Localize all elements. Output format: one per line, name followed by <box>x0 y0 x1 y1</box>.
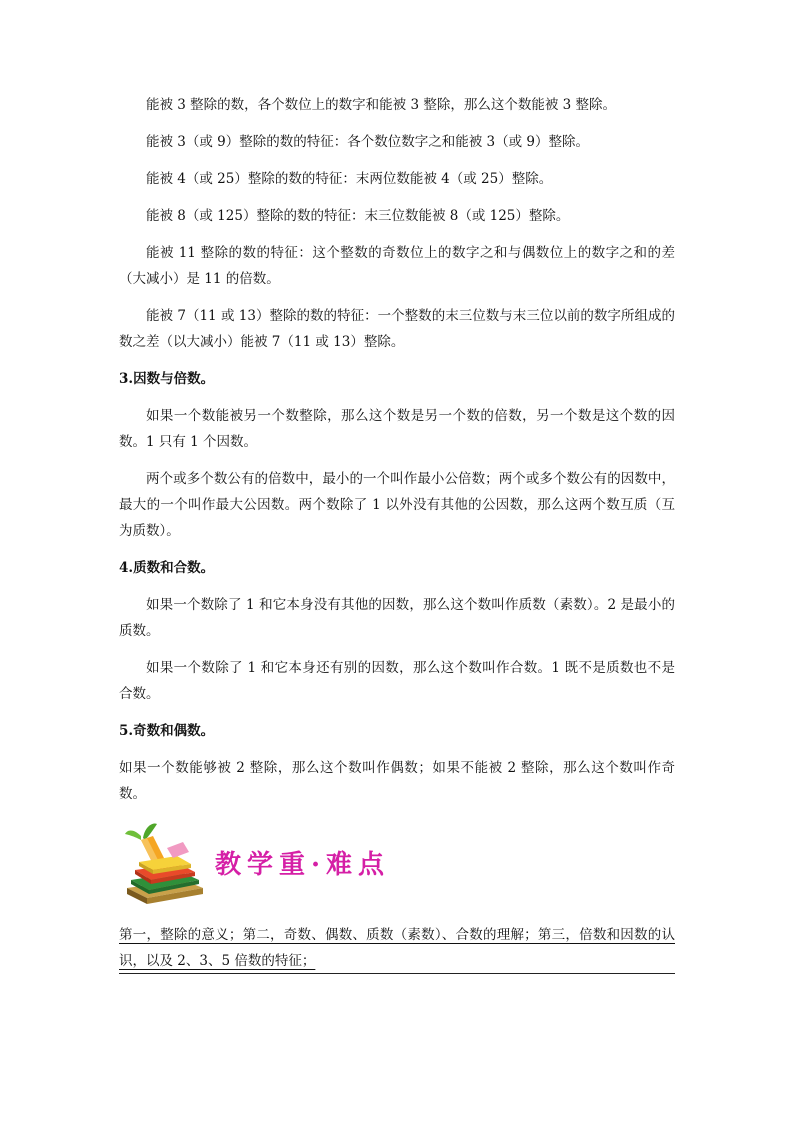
section-heading-factors-multiples: 3.因数与倍数。 <box>119 371 215 387</box>
divisibility-by-7-11-13-rule: 能被 7（11 或 13）整除的数的特征：一个整数的末三位数与末三位以前的数字所组成的数之差（以大减小）能被 7（11 或 13）整除。 <box>119 308 675 350</box>
books-pencil-icon <box>119 818 211 910</box>
factors-multiples-definition: 如果一个数能被另一个数整除，那么这个数是另一个数的倍数，另一个数是这个数的因数。1 只有 1 个因数。 <box>119 408 675 450</box>
divisibility-by-3-or-9-rule: 能被 3（或 9）整除的数的特征：各个数位数字之和能被 3（或 9）整除。 <box>146 134 590 150</box>
divisibility-by-11-rule: 能被 11 整除的数的特征：这个整数的奇数位上的数字之和与偶数位上的数字之和的差（大减小）是 11 的倍数。 <box>119 245 675 287</box>
banner-title: 教学重·难点 <box>215 850 391 880</box>
document-content <box>119 92 675 974</box>
section-heading-prime-composite: 4.质数和合数。 <box>119 560 215 576</box>
key-points-text: 第一，整除的意义；第二，奇数、偶数、质数（素数）、合数的理解；第三，倍数和因数的认识，以及 2、3、5 倍数的特征； <box>119 927 675 969</box>
prime-definition: 如果一个数除了 1 和它本身没有其他的因数，那么这个数叫作质数（素数）。2 是最小的质数。 <box>119 597 675 639</box>
composite-definition: 如果一个数除了 1 和它本身还有别的因数，那么这个数叫作合数。1 既不是质数也不是合数。 <box>119 660 675 702</box>
divisibility-by-3-rule: 能被 3 整除的数，各个数位上的数字和能被 3 整除，那么这个数能被 3 整除。 <box>146 97 617 113</box>
divisibility-by-4-or-25-rule: 能被 4（或 25）整除的数的特征：末两位数能被 4（或 25）整除。 <box>146 171 553 187</box>
section-heading-odd-even: 5.奇数和偶数。 <box>119 723 215 739</box>
key-difficult-points-banner <box>119 818 675 914</box>
divisibility-by-8-or-125-rule: 能被 8（或 125）整除的数的特征：末三位数能被 8（或 125）整除。 <box>146 208 570 224</box>
odd-even-definition: 如果一个数能够被 2 整除，那么这个数叫作偶数；如果不能被 2 整除，那么这个数叫作奇数。 <box>119 760 675 802</box>
lcm-gcd-definition: 两个或多个数公有的倍数中，最小的一个叫作最小公倍数；两个或多个数公有的因数中，最大的一个叫作最大公因数。两个数除了 1 以外没有其他的公因数，那么这两个数互质（互为质数）。 <box>119 471 675 539</box>
